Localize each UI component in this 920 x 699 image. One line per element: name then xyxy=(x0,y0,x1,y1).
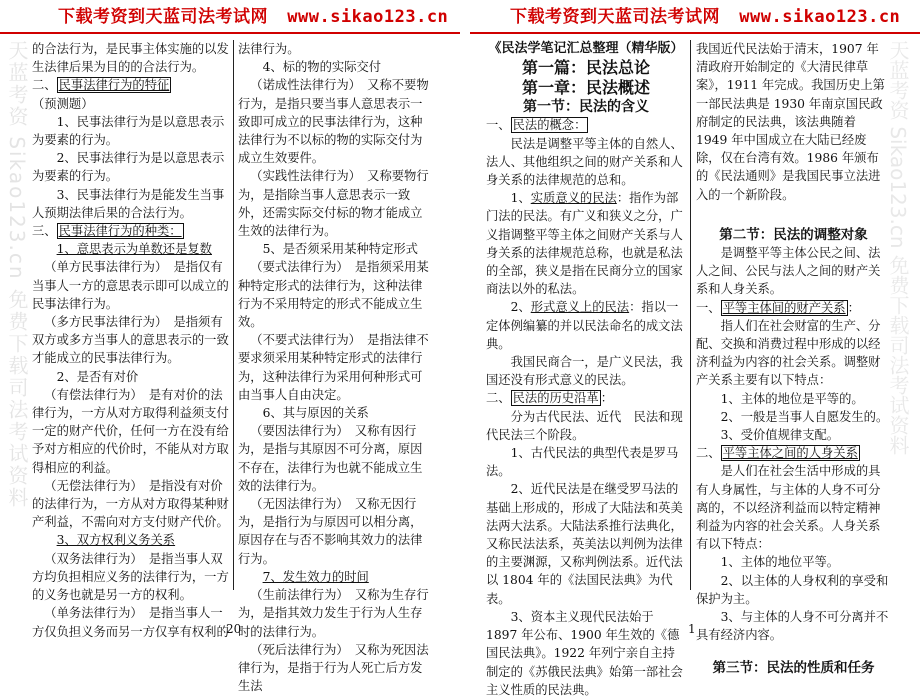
paragraph: （不要式法律行为） 是指法律不要求须采用某种特定形式的法律行为，这种法律行为采用何种形式可由当事人自由决定。 xyxy=(238,333,429,402)
subheading: 3、双方权利义务关系 xyxy=(56,533,176,548)
paragraph: 1、民事法律行为是以意思表示为要素的行为。 xyxy=(32,114,225,148)
boxed-term: 民法的历史沿革 xyxy=(512,391,599,406)
paragraph: （要式法律行为） 是指须采用某种特定形式的法律行为，这种法律行为不采用特定的形式不能成立生效。 xyxy=(238,260,429,330)
section-title: 第三节：民法的性质和任务 xyxy=(712,659,875,676)
term: （诺成性法律行为） xyxy=(250,78,355,93)
left-page-column-2 xyxy=(238,40,433,694)
watermark-right: 天蓝考资 Sikao123.cn 免费下载司法考试资料 xyxy=(886,40,910,455)
section-heading: 三、 民事法律行为的种类： xyxy=(32,224,182,239)
right-page-column-2 xyxy=(696,40,891,676)
section-title: 第二节：民法的调整对象 xyxy=(719,226,868,243)
section-heading: 二、 民事法律行为的特征（预测题） xyxy=(32,78,170,111)
paragraph: 指人们在社会财富的生产、分配、交换和消费过程中形成的以经济利益为内容的社会关系。调整财产关系主要有以下特点： xyxy=(696,318,881,388)
paragraph: （有偿法律行为） 是有对价的法律行为，一方从对方取得利益须支付一定的财产代价，任何一方在没有给予对方相应的代价时，不能从对方取得相应的利益。 xyxy=(32,387,229,475)
section-heading: 二、 平等主体之间的人身关系 xyxy=(696,446,858,461)
paragraph: 我国民商合一，是广义民法，我国还没有形式意义的民法。 xyxy=(486,355,683,388)
column-divider xyxy=(233,40,234,590)
header-site-url[interactable]: www.sikao123.cn xyxy=(739,7,901,27)
paragraph: 的合法行为，是民事主体实施的以发生法律后果为目的的合法行为。 xyxy=(32,42,229,75)
term: （单方民事法律行为） xyxy=(44,260,162,275)
list-item: 2、一般是当事人自愿发生的。 xyxy=(720,409,889,424)
paragraph: 2、近代民法是在继受罗马法的基础上形成的，形成了大陆法和英美法两大法系。大陆法系推行法典化，又称民法法系，英美法以判例为法律的主要渊源，又称判例法系。近代法以 1804 年的《法国民法典》为代表。 xyxy=(486,482,683,606)
term: （多方民事法律行为） xyxy=(44,315,162,330)
right-page-header xyxy=(510,2,900,28)
part-title: 第一篇：民法总论 xyxy=(521,58,650,78)
header-divider-left xyxy=(0,32,460,34)
section-heading: 一、 平等主体间的财产关系 ： xyxy=(696,300,860,315)
subheading: 1、意思表示为单数还是复数 xyxy=(56,242,212,257)
paragraph: 3、资本主义现代民法始于 1897 年公布、1900 年生效的《德国民法典》。1922 年列宁亲自主持制定的《苏俄民法典》始第一部社会主义性质的民法典。 xyxy=(486,609,683,697)
boxed-term: 平等主体间的财产关系 xyxy=(722,300,846,315)
term: （实践性法律行为） xyxy=(250,169,355,184)
term: （无因法律行为） xyxy=(250,497,343,512)
paragraph: 是调整平等主体公民之间、法人之间、公民与法人之间的财产关系和人身关系。 xyxy=(696,246,881,297)
section-heading: 一、 民法的概念： xyxy=(486,118,587,133)
left-page-column-1 xyxy=(32,40,229,639)
term: （双务法律行为） xyxy=(44,551,137,566)
column-divider xyxy=(690,40,691,590)
list-item: 1、主体的地位是平等的。 xyxy=(720,391,864,406)
term: （要式法律行为） xyxy=(250,260,343,275)
paragraph: 我国近代民法始于清末，1907 年清政府开始制定的《大清民律草案》，1911 年完成。我国历史上第一部民法典是 1930 年南京国民政府制定的民法典，该法典随着 1949 年中国成立在大陆已经废除，仅在台湾有效。1986 年颁布的《民法通则》是我国民事立法进入的一个新阶段。 xyxy=(696,42,885,202)
paragraph: 3、民事法律行为是能发生当事人预期法律后果的合法行为。 xyxy=(32,187,225,220)
document-title: 《民法学笔记汇总整理（精华版） xyxy=(488,41,684,56)
subheading: 4、标的物的实际交付 xyxy=(262,60,382,75)
right-page-column-1 xyxy=(486,40,686,697)
header-site-url[interactable]: www.sikao123.cn xyxy=(287,7,449,27)
term: 实质意义的民法 xyxy=(530,191,617,206)
paragraph: 分为古代民法、近代 民法和现代民法三个阶段。 xyxy=(486,409,683,442)
subheading: 5、是否须采用某种特定形式 xyxy=(262,242,418,257)
subheading: 7、发生效力的时间 xyxy=(262,569,369,584)
boxed-term: 民事法律行为的特征 xyxy=(58,78,170,93)
paragraph: （诺成性法律行为） 又称不要物行为，是指只要当事人意思表示一致即可成立的民事法律行为，这种法律行为不以标的物的实际交付为成立生效要件。 xyxy=(238,78,429,166)
header-site-title: 下载考资到天蓝司法考试网 xyxy=(58,7,268,27)
paragraph: （实践性法律行为） 又称要物行为，是指除当事人意思表示一致外，还需实际交付标的物才能成立生效的法律行为。 xyxy=(238,169,429,239)
list-item: 3、与主体的人身不可分离并不具有经济内容。 xyxy=(696,610,889,643)
list-item: 3、受价值规律支配。 xyxy=(720,428,840,443)
boxed-term: 平等主体之间的人身关系 xyxy=(722,446,858,461)
paragraph: （死后法律行为） 又称为死因法律行为，是指于行为人死亡后方发生法 xyxy=(238,642,429,694)
boxed-term: 民法的概念： xyxy=(512,118,587,133)
paragraph: （多方民事法律行为） 是指须有双方或多方当事人的意思表示的一致才能成立的民事法律行为。 xyxy=(32,315,229,366)
watermark-left: 天蓝考资 Sikao123.cn 免费下载司法考试资料 xyxy=(5,40,29,509)
chapter-title: 第一章：民法概述 xyxy=(521,78,650,98)
list-item: 2、以主体的人身权利的享受和保护为主。 xyxy=(696,573,889,606)
header-site-title: 下载考资到天蓝司法考试网 xyxy=(510,7,720,27)
section-title: 第一节：民法的含义 xyxy=(523,99,649,116)
boxed-term: 民事法律行为的种类： xyxy=(58,224,182,239)
paragraph: 法律行为。 xyxy=(238,42,300,56)
term: （单务法律行为） xyxy=(44,606,137,621)
term: （不要式法律行为） xyxy=(250,333,355,348)
paragraph: （要因法律行为） 又称有因行为，是指与其原因不可分离，原因不存在，法律行为也就不能成立生效的法律行为。 xyxy=(238,424,423,493)
paragraph: 2、民事法律行为是以意思表示为要素的行为。 xyxy=(32,151,225,184)
paragraph: 1、古代民法的典型代表是罗马法。 xyxy=(486,446,679,479)
term: （无偿法律行为） xyxy=(44,478,137,493)
page-number-right: 1 xyxy=(688,622,696,636)
term: （要因法律行为） xyxy=(250,424,343,439)
paragraph: （双务法律行为） 是指当事人双方均负担相应义务的法律行为，一方的义务也就是另一方的权利。 xyxy=(32,551,229,603)
subheading: 6、其与原因的关系 xyxy=(262,406,369,421)
paragraph: （无偿法律行为） 是指没有对价的法律行为，一方从对方取得某种财产利益，不需向对方支付财产代价。 xyxy=(32,478,229,530)
term: （生前法律行为） xyxy=(250,588,343,603)
subheading: 2、是否有对价 xyxy=(56,369,139,384)
left-page-header xyxy=(58,2,448,28)
section-heading: 二、 民法的历史沿革 ： xyxy=(486,391,614,406)
paragraph: （单务法律行为） 是指当事人一方仅负担义务而另一方仅享有权利的 xyxy=(32,606,229,639)
term: （死后法律行为） xyxy=(250,642,343,657)
paragraph: （无因法律行为） 又称无因行为，是指行为与原因可以相分离，原因存在与否不影响其效力的法律行为。 xyxy=(238,497,423,566)
page-number-left: 20 xyxy=(226,622,242,636)
paragraph: （单方民事法律行为） 是指仅有当事人一方的意思表示即可以成立的民事法律行为。 xyxy=(32,260,229,311)
list-item: 1、主体的地位平等。 xyxy=(720,555,840,570)
term: 形式意义上的民法 xyxy=(530,300,630,315)
paragraph: 2、形式意义上的民法：指以一定体例编纂的并以民法命名的成文法典。 xyxy=(486,300,683,351)
paragraph: （生前法律行为） 又称为生存行为，是指其效力发生于行为人生存时的法律行为。 xyxy=(238,588,429,639)
paragraph: 1、实质意义的民法：指作为部门法的民法。有广义和狭义之分，广义指调整平等主体之间财产关系与人身关系的法律规范总称，也就是私法的全部，狭义是指在民商分立的国家商法以外的私法。 xyxy=(486,191,683,297)
header-divider-right xyxy=(470,32,920,34)
paragraph: 是人们在社会生活中形成的具有人身属性，与主体的人身不可分离的，不以经济利益而以特定精神利益为内容的社会关系。人身关系有以下特点： xyxy=(696,464,881,552)
paragraph: 民法是调整平等主体的自然人、法人、其他组织之间的财产关系和人身关系的法律规范的总和。 xyxy=(486,136,683,188)
term: （有偿法律行为） xyxy=(44,387,137,402)
